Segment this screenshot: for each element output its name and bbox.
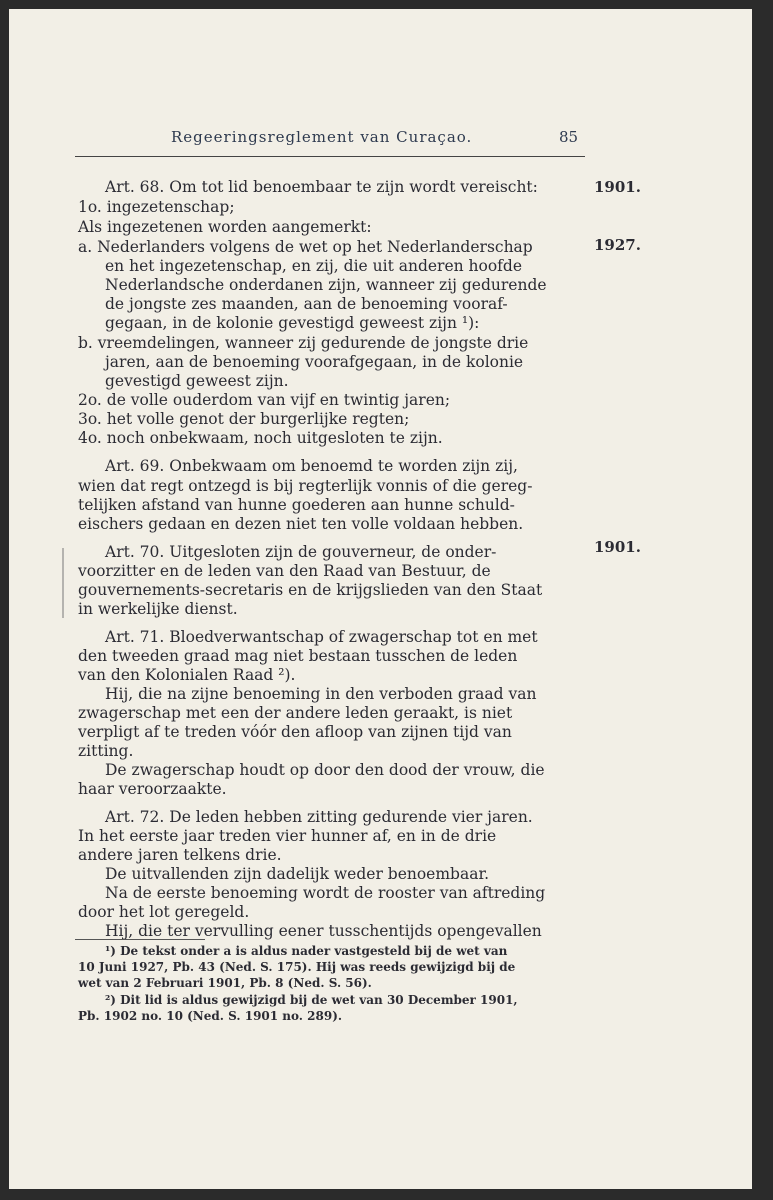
header-rule bbox=[75, 156, 585, 157]
footnote-line: 10 Juni 1927, Pb. 43 (Ned. S. 175). Hij was reeds gewijzigd bij de bbox=[78, 960, 516, 974]
text-line: Art. 72. De leden hebben zitting gedurende vier jaren. bbox=[105, 808, 533, 826]
text-line: Art. 69. Onbekwaam om benoemd te worden zijn zij, bbox=[105, 457, 518, 475]
text-line: Als ingezetenen worden aangemerkt: bbox=[78, 218, 372, 236]
text-line: De uitvallenden zijn dadelijk weder benoembaar. bbox=[105, 865, 490, 883]
text-line: Art. 70. Uitgesloten zijn de gouverneur, de onder- bbox=[105, 543, 497, 561]
page-number: 85 bbox=[559, 128, 579, 146]
text-line: jaren, aan de benoeming voorafgegaan, in de kolonie bbox=[105, 353, 524, 371]
text-line: door het lot geregeld. bbox=[78, 903, 250, 921]
text-line: voorzitter en de leden van den Raad van Bestuur, de bbox=[78, 562, 491, 580]
text-line: 1o. ingezetenschap; bbox=[78, 198, 235, 216]
text-line: gevestigd geweest zijn. bbox=[105, 372, 289, 390]
margin-year: 1901. bbox=[594, 538, 641, 556]
footnote-line: Pb. 1902 no. 10 (Ned. S. 1901 no. 289). bbox=[78, 1009, 343, 1023]
text-line: wien dat regt ontzegd is bij regterlijk vonnis of die gereg- bbox=[78, 477, 533, 495]
footnote-line: ¹) De tekst onder a is aldus nader vastgesteld bij de wet van bbox=[105, 944, 508, 958]
text-line: gouvernements-secretaris en de krijgslieden van den Staat bbox=[78, 581, 543, 599]
text-line: en het ingezetenschap, en zij, die uit anderen hoofde bbox=[105, 257, 523, 275]
text-line: zwagerschap met een der andere leden geraakt, is niet bbox=[78, 704, 513, 722]
text-line: de jongste zes maanden, aan de benoeming vooraf- bbox=[105, 295, 508, 313]
text-line: b. vreemdelingen, wanneer zij gedurende de jongste drie bbox=[78, 334, 529, 352]
margin-mark bbox=[62, 548, 64, 618]
footnote-line: wet van 2 Februari 1901, Pb. 8 (Ned. S. 56). bbox=[78, 976, 372, 990]
text-line: Art. 71. Bloedverwantschap of zwagerschap tot en met bbox=[105, 628, 538, 646]
text-line: 4o. noch onbekwaam, noch uitgesloten te zijn. bbox=[78, 429, 443, 447]
text-line: telijken afstand van hunne goederen aan hunne schuld- bbox=[78, 496, 515, 514]
footnote-rule bbox=[75, 939, 205, 940]
text-line: In het eerste jaar treden vier hunner af, en in de drie bbox=[78, 827, 497, 845]
text-line: zitting. bbox=[78, 742, 134, 760]
running-header: Regeeringsreglement van Curaçao. bbox=[171, 128, 473, 146]
text-line: a. Nederlanders volgens de wet op het Nederlanderschap bbox=[78, 238, 533, 256]
text-line: andere jaren telkens drie. bbox=[78, 846, 282, 864]
text-line: haar veroorzaakte. bbox=[78, 780, 227, 798]
text-line: Hij, die na zijne benoeming in den verboden graad van bbox=[105, 685, 537, 703]
text-line: in werkelijke dienst. bbox=[78, 600, 238, 618]
text-line: van den Kolonialen Raad ²). bbox=[78, 666, 296, 684]
margin-year: 1927. bbox=[594, 236, 641, 254]
text-line: gegaan, in de kolonie gevestigd geweest zijn ¹): bbox=[105, 314, 480, 332]
text-line: Na de eerste benoeming wordt de rooster van aftreding bbox=[105, 884, 546, 902]
text-line: den tweeden graad mag niet bestaan tusschen de leden bbox=[78, 647, 518, 665]
text-line: Art. 68. Om tot lid benoembaar te zijn wordt vereischt: bbox=[105, 178, 538, 196]
text-line: verpligt af te treden vóór den afloop van zijnen tijd van bbox=[78, 723, 512, 741]
text-line: De zwagerschap houdt op door den dood der vrouw, die bbox=[105, 761, 545, 779]
text-line: eischers gedaan en dezen niet ten volle voldaan hebben. bbox=[78, 515, 524, 533]
footnote-line: ²) Dit lid is aldus gewijzigd bij de wet van 30 December 1901, bbox=[105, 993, 518, 1007]
text-line: Nederlandsche onderdanen zijn, wanneer zij gedurende bbox=[105, 276, 547, 294]
text-line: 2o. de volle ouderdom van vijf en twintig jaren; bbox=[78, 391, 451, 409]
text-line: Hij, die ter vervulling eener tusschentijds opengevallen bbox=[105, 922, 542, 940]
text-line: 3o. het volle genot der burgerlijke regten; bbox=[78, 410, 410, 428]
margin-year: 1901. bbox=[594, 178, 641, 196]
